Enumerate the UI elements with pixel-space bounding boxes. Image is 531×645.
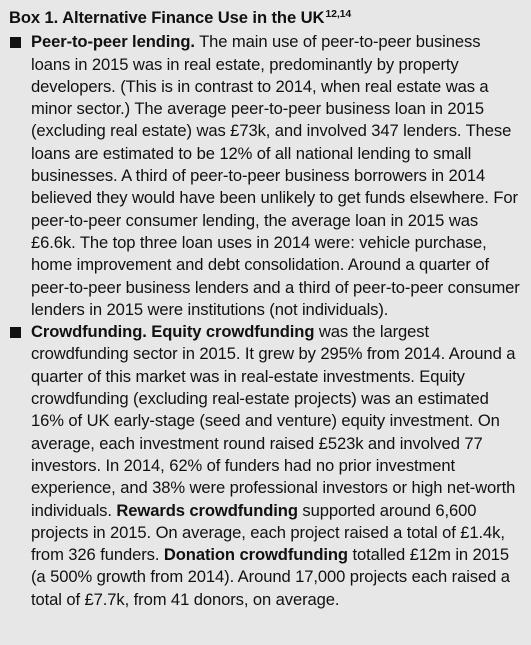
peer-to-peer-heading: Peer-to-peer lending. <box>31 32 195 52</box>
rewards-crowdfunding-label: Rewards crowdfunding <box>116 500 298 520</box>
list-item-crowdfunding <box>9 321 523 611</box>
donation-crowdfunding-label: Donation crowdfunding <box>163 545 348 565</box>
peer-to-peer-text: The main use of peer-to-peer business loans in 2015 was in real estate, predominantly by property developers. (This is in contrast to 2014, when real estate was a minor sector.) The average peer-to-peer business loan in 2015 (excluding real estate) was £73k, and involved 347 lenders. These loans are estimated to be 12% of all national lending to small businesses. A third of peer-to-peer business borrowers in 2014 believed they would have been unlikely to get funds elsewhere. For peer-to-peer consumer lending, the average loan in 2015 was £6.6k. The top three loan uses in 2014 were: vehicle purchase, home improvement and debt consolidation. Around a quarter of peer-to-peer business lenders and a third of peer-to-peer consumer lenders in 2015 were institutions (not individuals). <box>31 32 520 319</box>
box-title-text: Box 1. Alternative Finance Use in the UK <box>9 8 325 27</box>
box-title <box>9 7 523 31</box>
equity-crowdfunding-text: was the largest crowdfunding sector in 2015. It grew by 295% from 2014. Around a quarter of this market was in real-estate investments. Equity crowdfunding (excluding real-estate projects) was an estimated 16% of UK early-stage (seed and venture) equity investment. On average, each investment round raised £523k and involved 77 investors. In 2014, 62% of funders had no prior investment experience, and 38% were professional investors or high net-worth individuals. <box>31 322 516 520</box>
donation-crowdfunding-text: totalled £12m in 2015 (a 500% growth from 2014). Around 17,000 projects each raised a total of £7.7k, from 41 donors, on average. <box>31 545 510 609</box>
equity-crowdfunding-label: Equity crowdfunding <box>151 322 315 342</box>
square-bullet-icon <box>10 327 21 338</box>
title-references: 12,14 <box>325 8 352 20</box>
peer-to-peer-paragraph <box>31 31 523 321</box>
square-bullet-icon <box>10 37 21 48</box>
rewards-crowdfunding-text: supported around 6,600 projects in 2015. On average, each project raised a total of £1.4k, from 326 funders. <box>31 500 505 565</box>
crowdfunding-paragraph <box>31 321 523 611</box>
crowdfunding-heading: Crowdfunding. <box>31 322 147 342</box>
list-item-peer-to-peer <box>9 31 523 321</box>
